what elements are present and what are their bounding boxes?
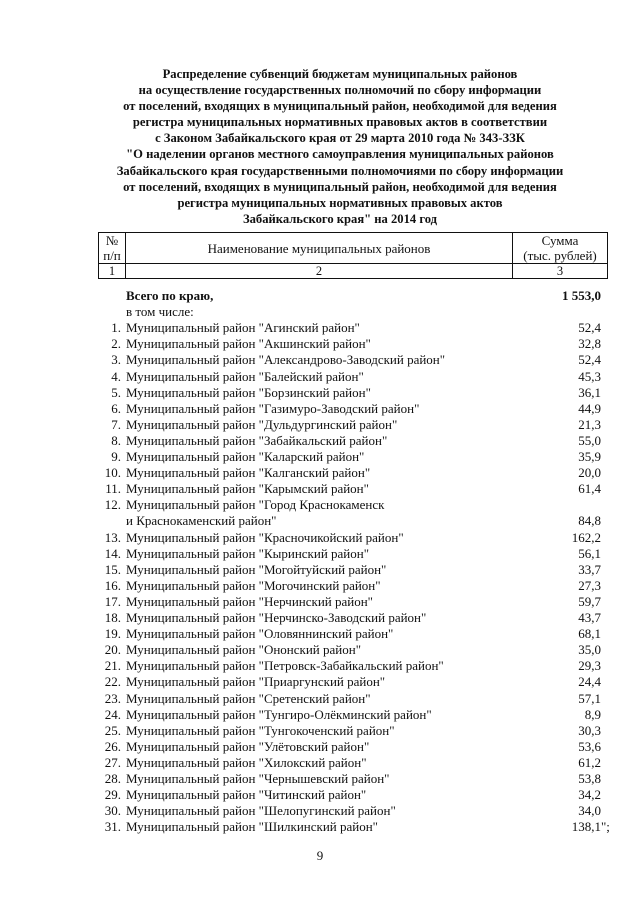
subvention-amount: 68,1 bbox=[578, 626, 601, 642]
row-number: 5. bbox=[111, 384, 121, 400]
subvention-amount: 34,2 bbox=[578, 787, 601, 803]
subtotal-label-row bbox=[0, 304, 640, 320]
district-name: Муниципальный район "Карымский район" bbox=[126, 481, 369, 497]
district-name: Муниципальный район "Калганский район" bbox=[126, 465, 371, 481]
total-value: 1 553,0 bbox=[562, 288, 601, 303]
table-row bbox=[0, 449, 640, 465]
district-name: Муниципальный район "Дульдургинский район" bbox=[126, 416, 398, 432]
row-number: 17. bbox=[104, 593, 121, 609]
row-number: 31. bbox=[104, 819, 121, 835]
table-row bbox=[0, 610, 640, 626]
subvention-amount: 24,4 bbox=[578, 674, 601, 690]
district-name: Муниципальный район "Чернышевский район" bbox=[126, 771, 390, 786]
district-name: Муниципальный район "Акшинский район" bbox=[126, 336, 371, 352]
row-number: 9. bbox=[111, 449, 121, 464]
district-name: Муниципальный район "Александрово-Заводский район" bbox=[126, 352, 446, 368]
subvention-amount: 162,2 bbox=[571, 529, 601, 545]
subvention-amount: 32,8 bbox=[578, 336, 601, 352]
district-name: Муниципальный район "Кыринский район" bbox=[126, 545, 370, 561]
table-row bbox=[0, 385, 640, 401]
table-row bbox=[0, 771, 640, 787]
district-name: Муниципальный район "Шелопугинский район" bbox=[126, 803, 396, 819]
table-row bbox=[0, 546, 640, 562]
row-number: 14. bbox=[104, 545, 121, 561]
district-name: Муниципальный район "Приаргунский район" bbox=[126, 674, 386, 690]
subvention-amount: 61,4 bbox=[578, 481, 601, 497]
table-header bbox=[98, 232, 608, 279]
title-line: Забайкальского края государственными полномочиями по сбору информации bbox=[116, 163, 564, 178]
row-number: 18. bbox=[104, 610, 121, 625]
subvention-amount: 20,0 bbox=[578, 465, 601, 481]
title-line: Распределение субвенций бюджетам муниципальных районов bbox=[162, 67, 518, 81]
district-name: Муниципальный район "Могойтуйский район" bbox=[126, 561, 387, 577]
column-number-1: 1 bbox=[99, 264, 126, 279]
row-number: 13. bbox=[104, 529, 121, 545]
subvention-amount: 27,3 bbox=[578, 577, 601, 593]
row-number: 10. bbox=[104, 465, 121, 481]
header-col-name: Наименование муниципальных районов bbox=[126, 233, 513, 264]
title-line: регистра муниципальных нормативных правовых актов в соответствии bbox=[132, 115, 548, 130]
table-row bbox=[0, 707, 640, 723]
district-name: Муниципальный район "Читинский район" bbox=[126, 787, 367, 803]
row-number: 20. bbox=[104, 642, 121, 658]
district-name: Муниципальный район "Шилкинский район" bbox=[126, 819, 378, 835]
row-number: 28. bbox=[104, 771, 121, 786]
subvention-amount: 138,1 bbox=[571, 819, 601, 835]
title-line: Забайкальского края" на 2014 год bbox=[242, 211, 438, 226]
table-row bbox=[0, 497, 640, 513]
table-row bbox=[0, 739, 640, 755]
district-name: Муниципальный район "Забайкальский район" bbox=[126, 432, 388, 448]
row-number: 7. bbox=[111, 416, 121, 432]
header-col-number-line2: п/п bbox=[103, 248, 121, 263]
district-name: Муниципальный район "Могочинский район" bbox=[126, 577, 381, 593]
table-row bbox=[0, 658, 640, 674]
subvention-amount: 53,6 bbox=[578, 738, 601, 754]
district-name: Муниципальный район "Газимуро-Заводский район" bbox=[126, 400, 420, 416]
district-name: Муниципальный район "Тунгокоченский район" bbox=[126, 722, 395, 738]
row-number: 15. bbox=[104, 561, 121, 577]
district-name: Муниципальный район "Город Краснокаменск bbox=[126, 497, 385, 513]
row-number: 19. bbox=[104, 626, 121, 642]
header-col-number-line1: № bbox=[105, 233, 119, 248]
title-line: от поселений, входящих в муниципальный район, необходимой для ведения bbox=[123, 99, 557, 114]
row-number: 12. bbox=[104, 497, 121, 513]
row-number: 26. bbox=[104, 738, 121, 754]
table-row bbox=[0, 787, 640, 803]
title-line: регистра муниципальных нормативных правовых актов bbox=[177, 195, 503, 210]
column-number-2: 2 bbox=[126, 264, 513, 279]
table-row bbox=[0, 401, 640, 417]
row-number: 23. bbox=[104, 690, 121, 706]
header-col-sum-line2: (тыс. рублей) bbox=[523, 248, 597, 263]
table-row bbox=[0, 626, 640, 642]
row-number: 8. bbox=[111, 432, 121, 448]
subvention-amount: 59,7 bbox=[578, 593, 601, 609]
subvention-amount: 21,3 bbox=[578, 416, 601, 432]
row-number: 3. bbox=[111, 352, 121, 368]
header-col-sum bbox=[513, 233, 608, 264]
closing-quote: "; bbox=[601, 819, 610, 835]
subvention-amount: 52,4 bbox=[578, 320, 601, 336]
row-number: 1. bbox=[111, 320, 121, 336]
table-row bbox=[0, 369, 640, 385]
table-row bbox=[0, 642, 640, 658]
row-number: 4. bbox=[111, 368, 121, 384]
subvention-amount: 84,8 bbox=[578, 513, 601, 529]
district-name-continuation: и Краснокаменский район" bbox=[126, 513, 277, 529]
district-name: Муниципальный район "Оловяннинский район" bbox=[126, 626, 394, 642]
title-line: от поселений, входящих в муниципальный район, необходимой для ведения bbox=[123, 179, 557, 194]
district-name: Муниципальный район "Нерчинско-Заводский район" bbox=[126, 610, 427, 625]
table-row bbox=[0, 578, 640, 594]
subvention-amount: 35,0 bbox=[578, 642, 601, 658]
district-name: Муниципальный район "Хилокский район" bbox=[126, 754, 367, 770]
district-name: Муниципальный район "Каларский район" bbox=[126, 449, 365, 464]
subvention-amount: 8,9 bbox=[584, 706, 601, 722]
subvention-amount: 53,8 bbox=[578, 771, 601, 786]
table-row bbox=[0, 465, 640, 481]
table-row-continuation bbox=[0, 513, 640, 529]
row-number: 29. bbox=[104, 787, 121, 803]
row-number: 11. bbox=[105, 481, 121, 497]
district-name: Муниципальный район "Нерчинский район" bbox=[126, 593, 373, 609]
subvention-amount: 61,2 bbox=[578, 754, 601, 770]
subvention-amount: 33,7 bbox=[578, 561, 601, 577]
table-row bbox=[0, 819, 640, 835]
header-row bbox=[99, 233, 608, 264]
row-number: 2. bbox=[111, 336, 121, 352]
district-name: Муниципальный район "Борзинский район" bbox=[126, 384, 371, 400]
total-label: Всего по краю, bbox=[126, 288, 214, 303]
table-row bbox=[0, 530, 640, 546]
subvention-amount: 34,0 bbox=[578, 803, 601, 819]
subvention-amount: 44,9 bbox=[578, 400, 601, 416]
subvention-amount: 30,3 bbox=[578, 722, 601, 738]
district-name: Муниципальный район "Балейский район" bbox=[126, 368, 364, 384]
subvention-amount: 29,3 bbox=[578, 658, 601, 674]
table-row bbox=[0, 723, 640, 739]
subvention-amount: 36,1 bbox=[578, 384, 601, 400]
row-number: 27. bbox=[104, 754, 121, 770]
subvention-amount: 56,1 bbox=[578, 545, 601, 561]
table-row bbox=[0, 562, 640, 578]
district-name: Муниципальный район "Ононский район" bbox=[126, 642, 362, 658]
header-col-sum-line1: Сумма bbox=[541, 233, 579, 248]
table-row bbox=[0, 433, 640, 449]
header-col-number bbox=[99, 233, 126, 264]
column-number-3: 3 bbox=[513, 264, 608, 279]
table-row bbox=[0, 417, 640, 433]
table-row bbox=[0, 352, 640, 368]
page-number: 9 bbox=[316, 848, 324, 863]
row-number: 21. bbox=[104, 658, 121, 674]
district-name: Муниципальный район "Красночикойский район" bbox=[126, 529, 404, 545]
row-number: 16. bbox=[104, 577, 121, 593]
title-line: "О наделении органов местного самоуправления муниципальных районов bbox=[126, 147, 554, 162]
subvention-amount: 57,1 bbox=[578, 690, 601, 706]
table-row bbox=[0, 481, 640, 497]
table-row bbox=[0, 755, 640, 771]
table-row bbox=[0, 803, 640, 819]
table-row bbox=[0, 594, 640, 610]
row-number: 25. bbox=[104, 722, 121, 738]
table-row bbox=[0, 320, 640, 336]
table-row bbox=[0, 674, 640, 690]
document-title bbox=[70, 66, 610, 227]
title-line: на осуществление государственных полномочий по сбору информации bbox=[138, 83, 542, 98]
row-number: 6. bbox=[111, 400, 121, 416]
district-name: Муниципальный район "Агинский район" bbox=[126, 320, 360, 336]
district-name: Муниципальный район "Петровск-Забайкальский район" bbox=[126, 658, 444, 674]
table-row bbox=[0, 336, 640, 352]
subvention-amount: 52,4 bbox=[578, 352, 601, 368]
total-row bbox=[0, 288, 640, 304]
table-row bbox=[0, 691, 640, 707]
row-number: 22. bbox=[104, 674, 121, 690]
district-name: Муниципальный район "Тунгиро-Олёкминский район" bbox=[126, 706, 432, 722]
row-number: 30. bbox=[104, 803, 121, 819]
header-number-row bbox=[99, 264, 608, 279]
subvention-amount: 35,9 bbox=[578, 449, 601, 464]
subvention-amount: 45,3 bbox=[578, 368, 601, 384]
subvention-amount: 55,0 bbox=[578, 432, 601, 448]
subvention-amount: 43,7 bbox=[578, 610, 601, 625]
district-name: Муниципальный район "Сретенский район" bbox=[126, 690, 371, 706]
title-line: с Законом Забайкальского края от 29 марта 2010 года № 343-ЗЗК bbox=[155, 131, 525, 146]
district-name: Муниципальный район "Улётовский район" bbox=[126, 738, 370, 754]
row-number: 24. bbox=[104, 706, 121, 722]
subtotal-label: в том числе: bbox=[126, 304, 194, 320]
